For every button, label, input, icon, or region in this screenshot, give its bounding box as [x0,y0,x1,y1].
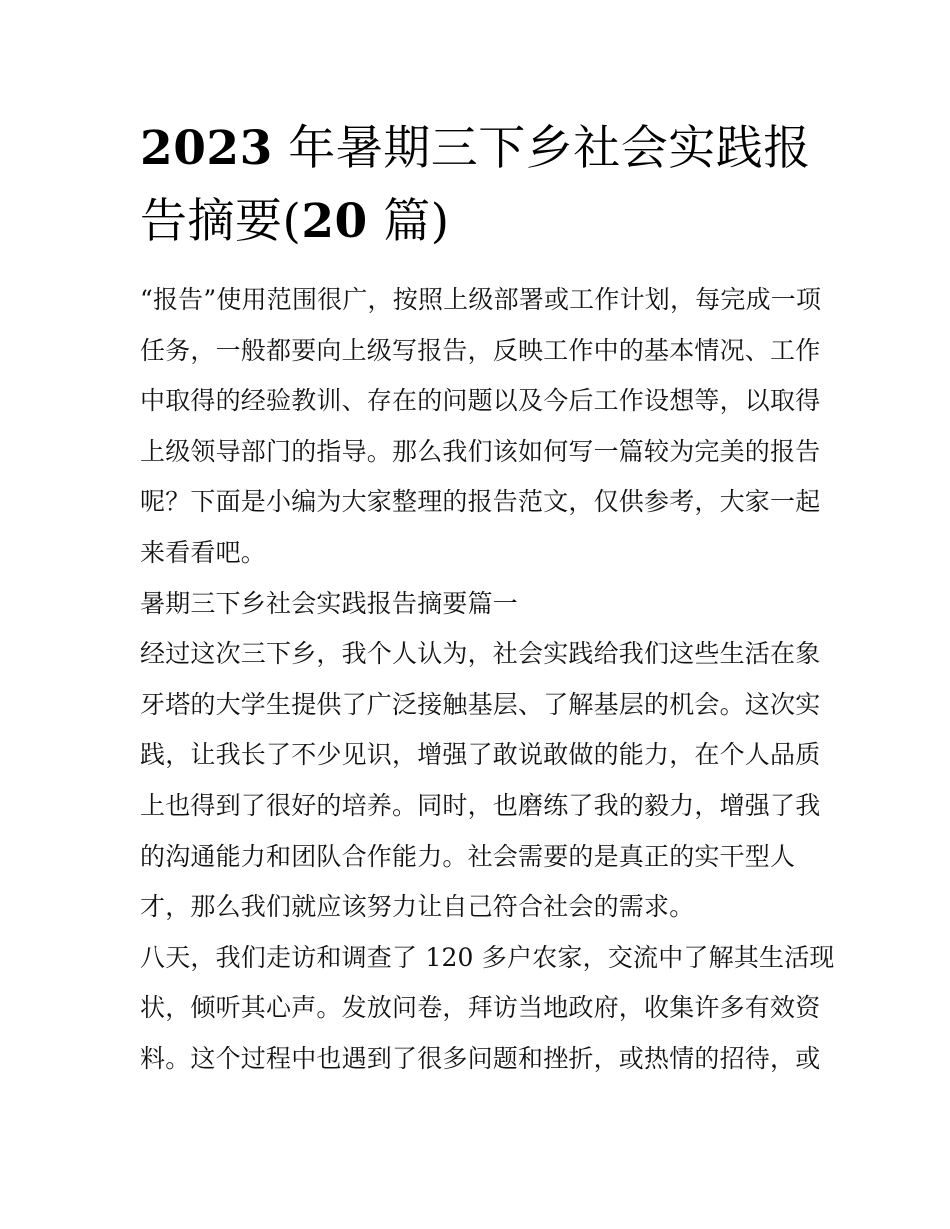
text-line: 来看看吧。 [140,537,267,567]
text-line: 料。这个过程中也遇到了很多问题和挫折，或热情的招待，或 [140,1043,821,1073]
title-text-3: 篇) [367,194,450,249]
title-text-1: 年暑期三下乡社会实践报 [272,121,811,176]
text-line: 践，让我长了不少见识，增强了敢说敢做的能力，在个人品质 [140,740,821,770]
text-line: 状，倾听其心声。发放问卷，拜访当地政府，收集许多有效资 [140,993,821,1023]
document-title [140,112,820,258]
text-line: 呢？下面是小编为大家整理的报告范文，仅供参考，大家一起 [140,487,821,517]
text-line: 才，那么我们就应该努力让自己符合社会的需求。 [140,892,695,922]
text-line: 中取得的经验教训、存在的问题以及今后工作设想等，以取得 [140,386,821,416]
text-line: “报告”使用范围很广，按照上级部署或工作计划，每完成一项 [140,285,822,314]
title-count: 20 [301,194,368,249]
text-line: 牙塔的大学生提供了广泛接触基层、了解基层的机会。这次实 [140,689,821,719]
text-line: 上也得到了很好的培养。同时，也磨练了我的毅力，增强了我 [140,790,821,820]
title-text-2: 告摘要( [140,194,302,249]
text-line: 的沟通能力和团队合作能力。社会需要的是真正的实干型人 [140,841,796,871]
text-line: 八天，我们走访和调查了 120 多户农家，交流中了解其生活现 [140,942,835,972]
text-line: 经过这次三下乡，我个人认为，社会实践给我们这些生活在象 [140,639,821,669]
document-body [140,275,835,1085]
section-heading: 暑期三下乡社会实践报告摘要篇一 [140,588,519,618]
text-line: 任务，一般都要向上级写报告，反映工作中的基本情况、工作 [140,335,821,365]
text-line: 上级领导部门的指导。那么我们该如何写一篇较为完美的报告 [140,436,821,466]
title-year: 2023 [140,121,273,176]
